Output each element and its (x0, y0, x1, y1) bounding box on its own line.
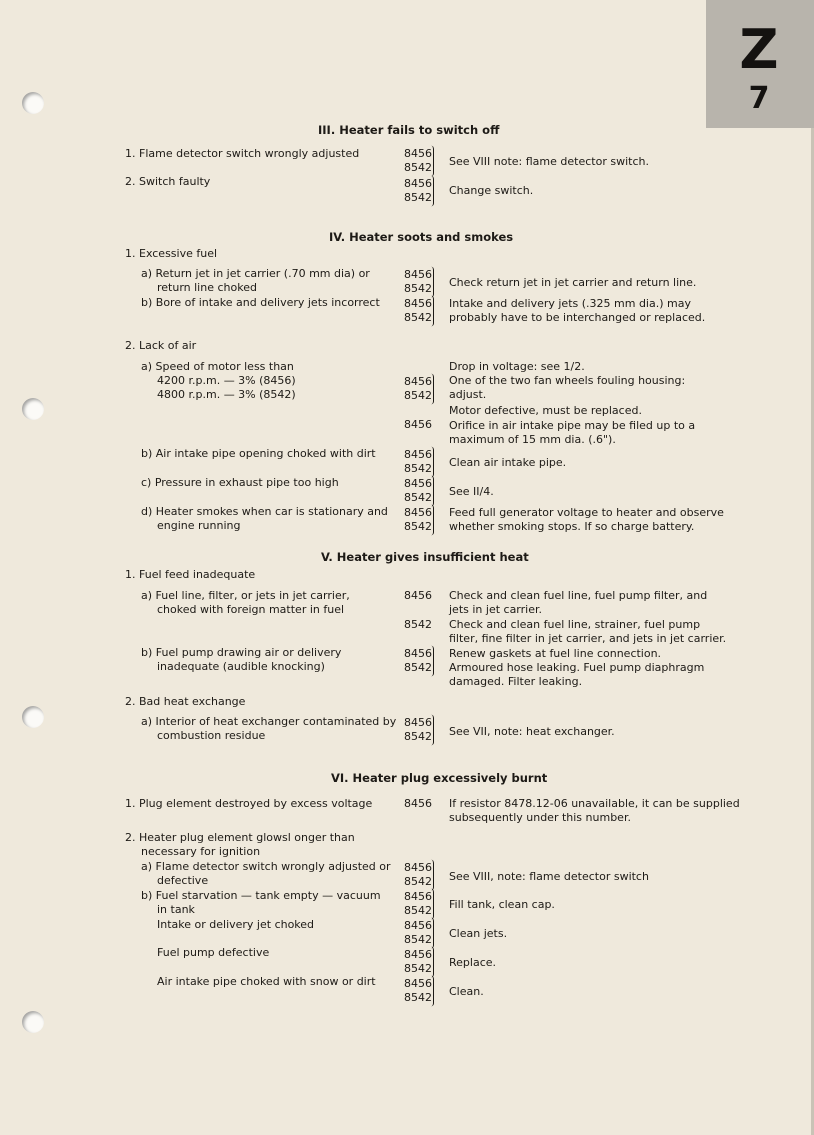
model-code: 8456 (404, 589, 432, 602)
fault-item: in tank (157, 903, 195, 916)
code-bracket (431, 176, 434, 207)
model-code: 8542 (404, 311, 432, 324)
code-bracket (431, 267, 434, 298)
code-bracket (431, 947, 434, 978)
remedy-text: Motor defective, must be replaced. (449, 404, 642, 417)
model-code: 8456 (404, 147, 432, 160)
code-bracket (431, 715, 434, 746)
fault-group: 2. Heater plug element glowsl onger than (125, 831, 355, 844)
binder-hole-1 (22, 92, 44, 114)
fault-item: Intake or delivery jet choked (157, 918, 315, 931)
remedy-text: Drop in voltage: see 1/2. (449, 360, 585, 373)
code-bracket (431, 860, 434, 891)
fault-item: 2. Switch faulty (125, 175, 211, 188)
fault-item: 4800 r.p.m. — 3% (8542) (157, 388, 296, 401)
model-code: 8542 (404, 520, 432, 533)
remedy-text: See VIII, note: flame detector switch (449, 870, 649, 883)
remedy-text: Armoured hose leaking. Fuel pump diaphragm (449, 661, 705, 674)
fault-item: a) Fuel line, filter, or jets in jet carrier, (141, 589, 350, 602)
remedy-text: Feed full generator voltage to heater and observe (449, 506, 724, 519)
model-code: 8456 (404, 797, 432, 810)
fault-item: a) Interior of heat exchanger contaminated by (141, 715, 397, 728)
remedy-text: filter, fine filter in jet carrier, and jets in jet carrier. (449, 632, 727, 645)
model-code: 8456 (404, 977, 432, 990)
model-code: 8542 (404, 491, 432, 504)
code-bracket (431, 296, 434, 327)
remedy-text: damaged. Filter leaking. (449, 675, 583, 688)
fault-item: a) Flame detector switch wrongly adjusted or (141, 860, 391, 873)
model-code: 8456 (404, 177, 432, 190)
remedy-text: jets in jet carrier. (449, 603, 542, 616)
model-code: 8542 (404, 991, 432, 1004)
model-code: 8456 (404, 506, 432, 519)
remedy-text: Intake and delivery jets (.325 mm dia.) may (449, 297, 691, 310)
remedy-text: Clean air intake pipe. (449, 456, 567, 469)
fault-item: b) Fuel starvation — tank empty — vacuum (141, 889, 381, 902)
fault-item: combustion residue (157, 729, 266, 742)
model-code: 8542 (404, 730, 432, 743)
model-code: 8542 (404, 161, 432, 174)
code-bracket (431, 646, 434, 677)
model-code: 8542 (404, 661, 432, 674)
fault-item: c) Pressure in exhaust pipe too high (141, 476, 339, 489)
remedy-text: Orifice in air intake pipe may be filed up to a (449, 419, 696, 432)
fault-group: 1. Excessive fuel (125, 247, 218, 260)
fault-item: 1. Flame detector switch wrongly adjusted (125, 147, 360, 160)
remedy-text: Fill tank, clean cap. (449, 898, 555, 911)
fault-item: a) Speed of motor less than (141, 360, 294, 373)
section-title: VI. Heater plug excessively burnt (331, 771, 548, 785)
remedy-text: Replace. (449, 956, 497, 969)
code-bracket (431, 505, 434, 536)
binder-hole-4 (22, 1011, 44, 1033)
model-code: 8456 (404, 297, 432, 310)
model-code: 8542 (404, 875, 432, 888)
model-code: 8456 (404, 375, 432, 388)
fault-item: d) Heater smokes when car is stationary and (141, 505, 388, 518)
model-code: 8542 (404, 904, 432, 917)
model-code: 8542 (404, 462, 432, 475)
fault-item: engine running (157, 519, 241, 532)
fault-item: a) Return jet in jet carrier (.70 mm dia) or (141, 267, 370, 280)
code-bracket (431, 146, 434, 177)
remedy-text: probably have to be interchanged or replaced. (449, 311, 706, 324)
model-code: 8456 (404, 890, 432, 903)
code-bracket (431, 447, 434, 478)
section-title: IV. Heater soots and smokes (329, 230, 514, 244)
fault-item: b) Bore of intake and delivery jets incorrect (141, 296, 380, 309)
fault-item: 1. Plug element destroyed by excess voltage (125, 797, 373, 810)
fault-item: defective (157, 874, 209, 887)
remedy-text: Check and clean fuel line, strainer, fuel pump (449, 618, 701, 631)
code-bracket (431, 889, 434, 920)
section-title: V. Heater gives insufficient heat (321, 550, 529, 564)
remedy-text: subsequently under this number. (449, 811, 631, 824)
model-code: 8456 (404, 716, 432, 729)
fault-item: inadequate (audible knocking) (157, 660, 325, 673)
binder-hole-2 (22, 398, 44, 420)
model-code: 8456 (404, 919, 432, 932)
section-tab-number: 7 (748, 81, 770, 116)
fault-item: choked with foreign matter in fuel (157, 603, 345, 616)
model-code: 8542 (404, 282, 432, 295)
model-code: 8456 (404, 477, 432, 490)
remedy-text: See VII, note: heat exchanger. (449, 725, 615, 738)
code-bracket (431, 374, 434, 405)
remedy-text: Change switch. (449, 184, 534, 197)
binder-hole-3 (22, 706, 44, 728)
model-code: 8456 (404, 647, 432, 660)
code-bracket (431, 976, 434, 1007)
code-bracket (431, 918, 434, 949)
model-code: 8456 (404, 861, 432, 874)
fault-item: return line choked (157, 281, 257, 294)
remedy-text: maximum of 15 mm dia. (.6"). (449, 433, 616, 446)
code-bracket (431, 476, 434, 507)
model-code: 8542 (404, 933, 432, 946)
fault-item: b) Fuel pump drawing air or delivery (141, 646, 342, 659)
model-code: 8542 (404, 191, 432, 204)
remedy-text: See II/4. (449, 485, 494, 498)
remedy-text: whether smoking stops. If so charge battery. (449, 520, 695, 533)
fault-item: 4200 r.p.m. — 3% (8456) (157, 374, 296, 387)
section-title: III. Heater fails to switch off (318, 123, 500, 137)
remedy-text: Renew gaskets at fuel line connection. (449, 647, 662, 660)
fault-item: b) Air intake pipe opening choked with dirt (141, 447, 376, 460)
fault-item: Fuel pump defective (157, 946, 270, 959)
remedy-text: Check and clean fuel line, fuel pump filter, and (449, 589, 708, 602)
remedy-text: If resistor 8478.12-06 unavailable, it can be supplied (449, 797, 740, 810)
model-code: 8456 (404, 418, 432, 431)
model-code: 8456 (404, 948, 432, 961)
remedy-text: adjust. (449, 388, 487, 401)
remedy-text: Clean. (449, 985, 484, 998)
fault-group: necessary for ignition (141, 845, 261, 858)
section-tab-letter: Z (739, 18, 779, 81)
fault-group: 1. Fuel feed inadequate (125, 568, 256, 581)
model-code: 8542 (404, 962, 432, 975)
model-code: 8542 (404, 389, 432, 402)
fault-group: 2. Lack of air (125, 339, 197, 352)
remedy-text: Clean jets. (449, 927, 508, 940)
model-code: 8456 (404, 448, 432, 461)
remedy-text: One of the two fan wheels fouling housing: (449, 374, 686, 387)
model-code: 8456 (404, 268, 432, 281)
model-code: 8542 (404, 618, 432, 631)
fault-item: Air intake pipe choked with snow or dirt (157, 975, 376, 988)
fault-group: 2. Bad heat exchange (125, 695, 246, 708)
remedy-text: Check return jet in jet carrier and return line. (449, 276, 697, 289)
remedy-text: See VIII note: flame detector switch. (449, 155, 649, 168)
